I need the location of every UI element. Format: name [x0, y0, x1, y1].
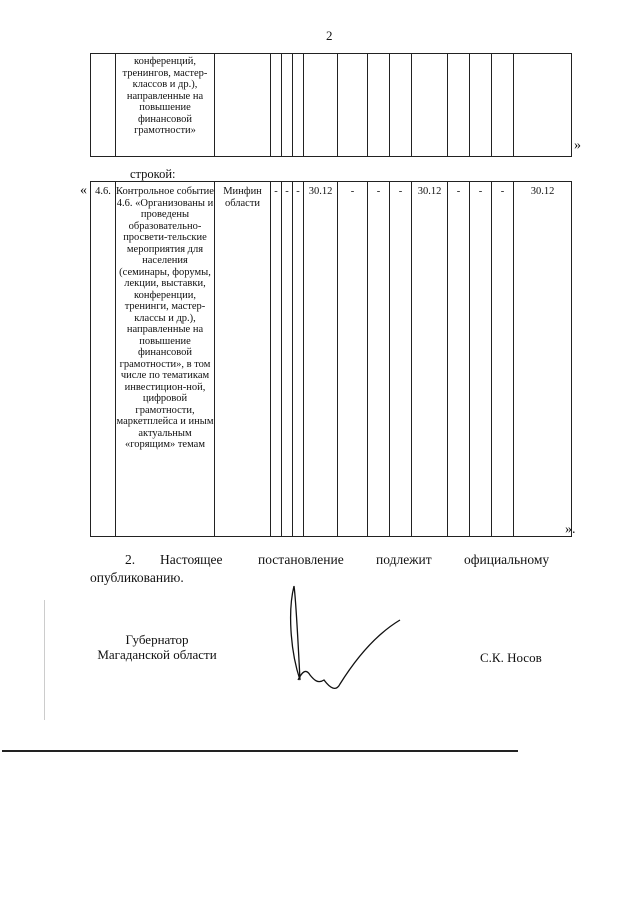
value-cell: - — [470, 182, 492, 537]
page-number: 2 — [326, 28, 333, 43]
value-cell: 30.12 — [304, 182, 338, 537]
value-cell: - — [338, 182, 368, 537]
paragraph-word: постановление — [258, 552, 344, 567]
event-cell: конференций, тренингов, мастер-классов и др.), направленные на повышение финансовой грамотности» — [116, 54, 215, 157]
table-row — [91, 182, 572, 537]
signatory-title-line: Губернатор — [125, 632, 189, 647]
table-cell — [271, 54, 282, 157]
margin-mark — [44, 600, 45, 720]
table-cell — [338, 54, 368, 157]
table-cell — [91, 54, 116, 157]
paragraph-number: 2. — [125, 552, 136, 567]
value-cell: - — [448, 182, 470, 537]
value-cell: 30.12 — [514, 182, 572, 537]
table-cell — [412, 54, 448, 157]
closing-quote: » — [574, 138, 581, 153]
value-cell: - — [368, 182, 390, 537]
table-cell — [390, 54, 412, 157]
table-cell — [448, 54, 470, 157]
table-cell — [293, 54, 304, 157]
executor-cell: Минфин области — [215, 182, 271, 537]
paragraph-word: Настоящее — [160, 552, 223, 567]
table-cell — [282, 54, 293, 157]
connector-word: строкой: — [130, 167, 176, 181]
event-cell: Контрольное событие 4.6. «Организованы и проведены образовательно-просвети-тельские мероприятия для населения (семинары, форумы, лекции, выставки, конференции, тренинги, мастер-классы и др.), направленные на повышение финансовой грамотности», в том числе по тематикам инвестицион-ной, цифровой грамотности, маркетплейса и иным актуальным «горящим» темам — [116, 182, 215, 537]
value-cell: - — [390, 182, 412, 537]
handwritten-signature — [280, 580, 410, 705]
paragraph-word: подлежит — [376, 552, 432, 567]
table-cell — [215, 54, 271, 157]
paragraph-continuation: опубликованию. — [90, 570, 184, 585]
footer-rule — [2, 750, 518, 752]
value-cell: - — [282, 182, 293, 537]
table-cell — [470, 54, 492, 157]
table-cell — [304, 54, 338, 157]
table-cell — [492, 54, 514, 157]
value-cell: - — [492, 182, 514, 537]
top-table — [90, 53, 572, 157]
value-cell: - — [293, 182, 304, 537]
signatory-title-line: Магаданской области — [97, 647, 217, 662]
signatory-name: С.К. Носов — [480, 650, 542, 665]
closing-quote: ». — [565, 522, 576, 537]
row-number: 4.6. — [91, 182, 116, 537]
value-cell: - — [271, 182, 282, 537]
main-table — [90, 181, 572, 537]
value-cell: 30.12 — [412, 182, 448, 537]
opening-quote: « — [80, 183, 87, 198]
signatory-title — [82, 632, 232, 662]
paragraph-word: официальному — [464, 552, 550, 567]
table-cell — [514, 54, 572, 157]
table-cell — [368, 54, 390, 157]
